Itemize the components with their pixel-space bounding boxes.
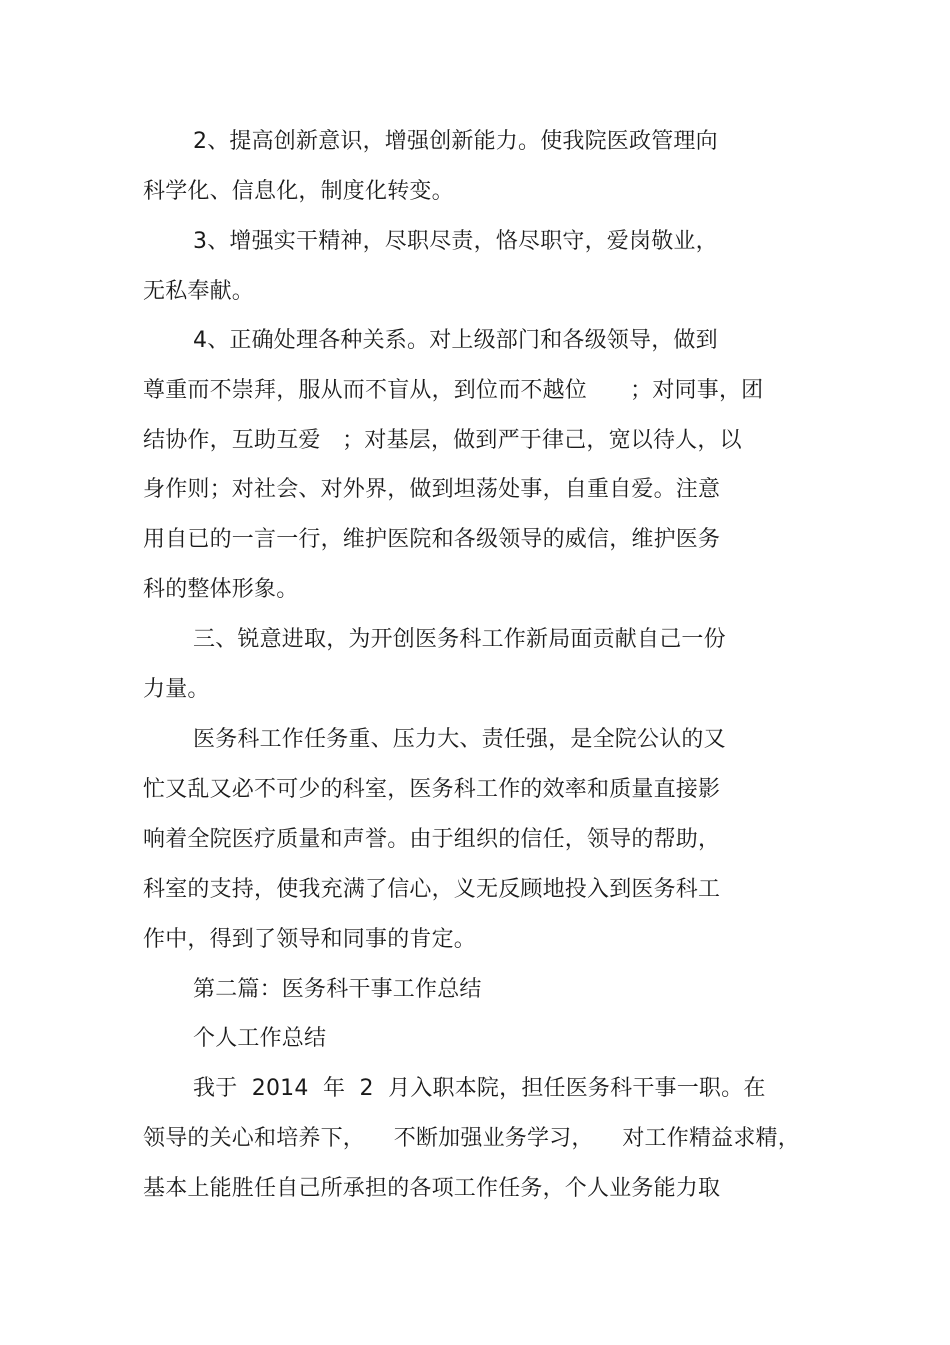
text-line: 科的整体形象。: [143, 577, 299, 602]
text-line: 用自已的一言一行，维护医院和各级领导的威信，维护医务: [143, 527, 721, 552]
text-line: 科学化、信息化，制度化转变。: [143, 179, 454, 204]
text-line: 领导的关心和培养下， 不断加强业务学习， 对工作精益求精，: [143, 1126, 800, 1151]
text-line: 3、增强实干精神，尽职尽责，恪尽职守，爱岗敬业，: [193, 229, 718, 254]
text-line: 4、正确处理各种关系。对上级部门和各级领导，做到: [193, 328, 718, 353]
text-line: 响着全院医疗质量和声誉。由于组织的信任，领导的帮助，: [143, 827, 721, 852]
text-line: 2、提高创新意识，增强创新能力。使我院医政管理向: [193, 129, 718, 154]
text-line: 结协作，互助互爱 ；对基层，做到严于律己，宽以待人，以: [143, 428, 742, 453]
text-line: 基本上能胜任自己所承担的各项工作任务，个人业务能力取: [143, 1176, 721, 1201]
text-line: 我于 2014 年 2 月入职本院，担任医务科干事一职。在: [193, 1076, 766, 1101]
text-line: 三、锐意进取，为开创医务科工作新局面贡献自己一份: [193, 627, 726, 652]
text-line: 第二篇：医务科干事工作总结: [193, 977, 482, 1002]
text-line: 个人工作总结: [193, 1026, 327, 1051]
text-line: 医务科工作任务重、压力大、责任强，是全院公认的又: [193, 727, 726, 752]
text-line: 作中，得到了领导和同事的肯定。: [143, 927, 477, 952]
text-line: 力量。: [143, 677, 210, 702]
text-line: 无私奉献。: [143, 279, 255, 304]
text-line: 科室的支持，使我充满了信心，义无反顾地投入到医务科工: [143, 877, 721, 902]
text-line: 忙又乱又必不可少的科室，医务科工作的效率和质量直接影: [143, 777, 721, 802]
text-line: 身作则；对社会、对外界，做到坦荡处事，自重自爱。注意: [143, 477, 721, 502]
text-line: 尊重而不崇拜，服从而不盲从，到位而不越位 ；对同事，团: [143, 378, 764, 403]
